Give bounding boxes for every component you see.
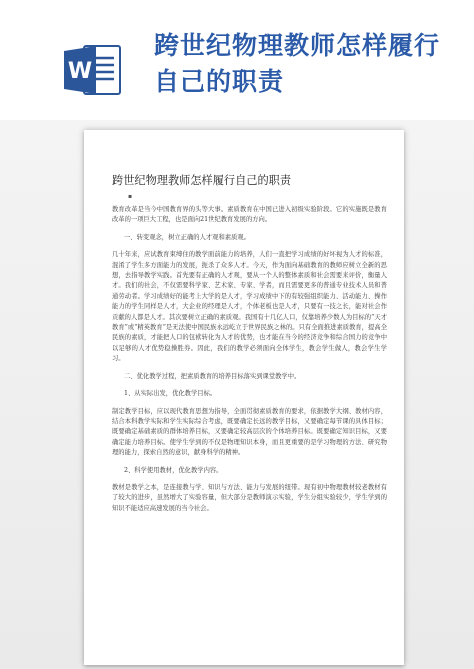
paragraph: 制定教学目标，应以现代教育思想为指导，全面贯彻素质教育的要求，依据教学大纲、教材内容，结合本科教学实际和学生实际综合考虑，既要确定长远的教学目标，又要确定每节课的具体目标；既要确定基础素质的群体培养目标，又要确定较高层次的个体培养目标。既要确定知识目标，又要确定能力培养目标。使学生学到的不仅是物理知识本身，而且更重要的是学习物理的方法、研究物理的能力，探索自然的意识，献身科学的精神。 xyxy=(112,407,387,457)
paragraph: 几十年来，应试教育束缚住的教学面前能力的培养，人们一直把学习成绩的好坏视为人才的标准，混淆了学生多方面能力的发展，扼杀了众多人才。今天，作为面向基础教育的教师应树立全新的思想，去指导教学实践。首先要有正确的人才观，要从一个人的整体素质和社会需要来评价，衡量人才。我们的社会，不仅需要科学家、艺术家、专家、学者，而且需要更多的普通专业技术人员和普通劳动者。学习成绩好的能考上大学的是人才，学习成绩中下的有较强组织能力、活动能力、操作能力的学生同样是人才，大企业的经理是人才，个体老板也是人才，只要有一技之长，能对社会作贡献的人都是人才。其次要树立正确的素质观。我国有十几亿人口，仅靠培养少数人为目标的“天才教育”或“精英教育”是无法使中国民族永远屹立于世界民族之林的。只有全面推进素质教育，提高全民族的素质，才能把人口的包袱转化为人才的优势，也才能在当今的经济竞争和综合国力的竞争中以足够的人才优势稳操胜券。因此，我们的教学必须面向全体学生，教会学生做人，教会学生学习。 xyxy=(112,251,387,363)
section-heading: 一、转变观念，树立正确的人才观和素质观。 xyxy=(124,233,250,241)
word-document-icon xyxy=(64,44,122,96)
paragraph: 教材是教学之本，是连接教与学、知识与方法、能力与发展的纽带。现有初中物理教材较老教材有了较大的进步，虽然增大了实验容量，但大部分是教师演示实验，学生分组实验较少，学生学到的知识不能适应高速发展的当今社会。 xyxy=(112,483,387,512)
paragraph: 教育改革是当今中国教育界的头等大事。素质教育在中国已进入初级实验阶段。它的实施既是教育改革的一项巨大工程，也是面向21世纪教育发展的方向。 xyxy=(112,206,387,224)
subsection-heading: 1、从实际出发，优化教学目标。 xyxy=(124,390,217,398)
banner-title: 跨世纪物理教师怎样履行自己的职责 xyxy=(154,31,441,96)
logo-letter: W xyxy=(67,59,93,84)
subsection-heading: 2、科学使用教材，优化教学内容。 xyxy=(124,466,223,474)
document-page xyxy=(84,130,404,665)
document-title: 跨世纪物理教师怎样履行自己的职责 xyxy=(112,174,292,187)
title-banner xyxy=(0,0,474,120)
paragraph-mark: ▪ xyxy=(128,193,133,200)
section-heading: 二、优化教学过程，把素质教育的培养目标落实到课堂教学中。 xyxy=(124,372,301,380)
document-body xyxy=(112,205,387,521)
